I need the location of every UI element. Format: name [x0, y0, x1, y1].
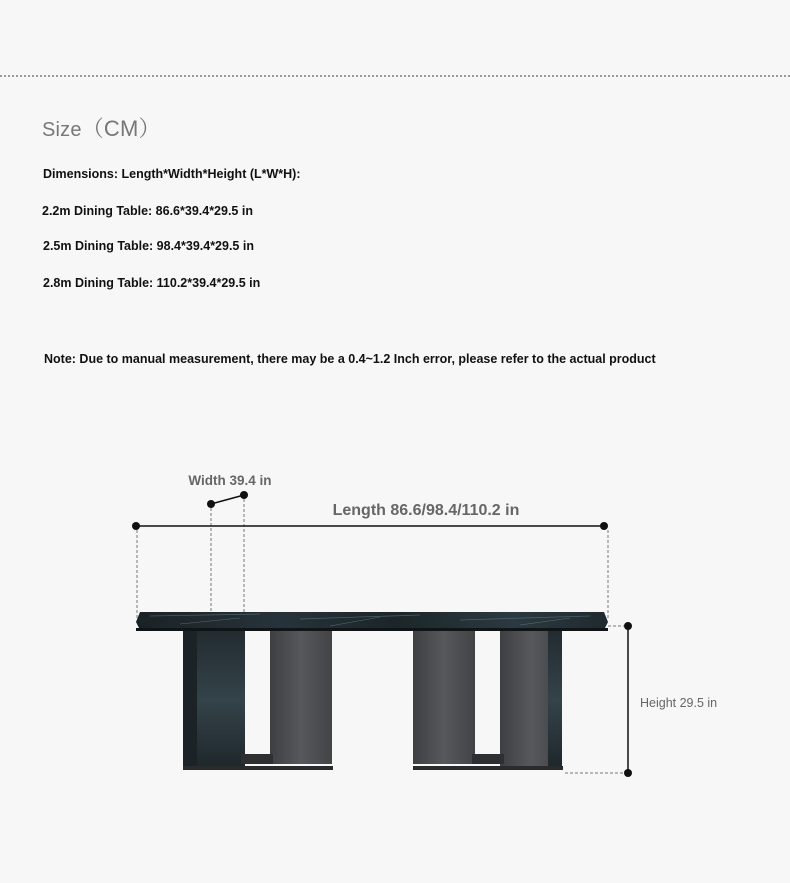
leg-right-foot: [413, 766, 563, 770]
height-label: Height 29.5 in: [640, 696, 718, 710]
width-dimension-line: [211, 495, 244, 504]
width-label: Width 39.4 in: [188, 473, 272, 488]
table-top: [136, 612, 608, 631]
leg-left-inner: [270, 631, 332, 764]
size-heading-label: Size: [42, 119, 82, 141]
length-endpoint-right: [600, 522, 608, 530]
spec-row-2-5m: 2.5m Dining Table: 98.4*39.4*29.5 in: [43, 239, 254, 253]
size-heading-unit: （CM）: [81, 116, 161, 141]
height-endpoint-top: [624, 622, 632, 630]
leg-left-outer-edge: [183, 631, 197, 769]
leg-right-inner: [413, 631, 475, 764]
leg-right-base: [472, 754, 504, 764]
width-endpoint-left: [207, 500, 215, 508]
width-endpoint-right: [240, 491, 248, 499]
leg-left-foot: [183, 766, 333, 770]
table-legs: [183, 631, 563, 770]
measurement-note: Note: Due to manual measurement, there may be a 0.4~1.2 Inch error, please refer to the actual product: [44, 352, 656, 366]
height-endpoint-bottom: [624, 769, 632, 777]
leg-right-outer-edge: [548, 631, 562, 769]
spec-row-2-2m: 2.2m Dining Table: 86.6*39.4*29.5 in: [42, 204, 253, 218]
leg-left-base: [241, 754, 273, 764]
dimensions-label: Dimensions: Length*Width*Height (L*W*H):: [43, 167, 301, 181]
spec-row-2-8m: 2.8m Dining Table: 110.2*39.4*29.5 in: [43, 276, 261, 290]
length-endpoint-left: [132, 522, 140, 530]
length-label: Length 86.6/98.4/110.2 in: [332, 502, 520, 519]
